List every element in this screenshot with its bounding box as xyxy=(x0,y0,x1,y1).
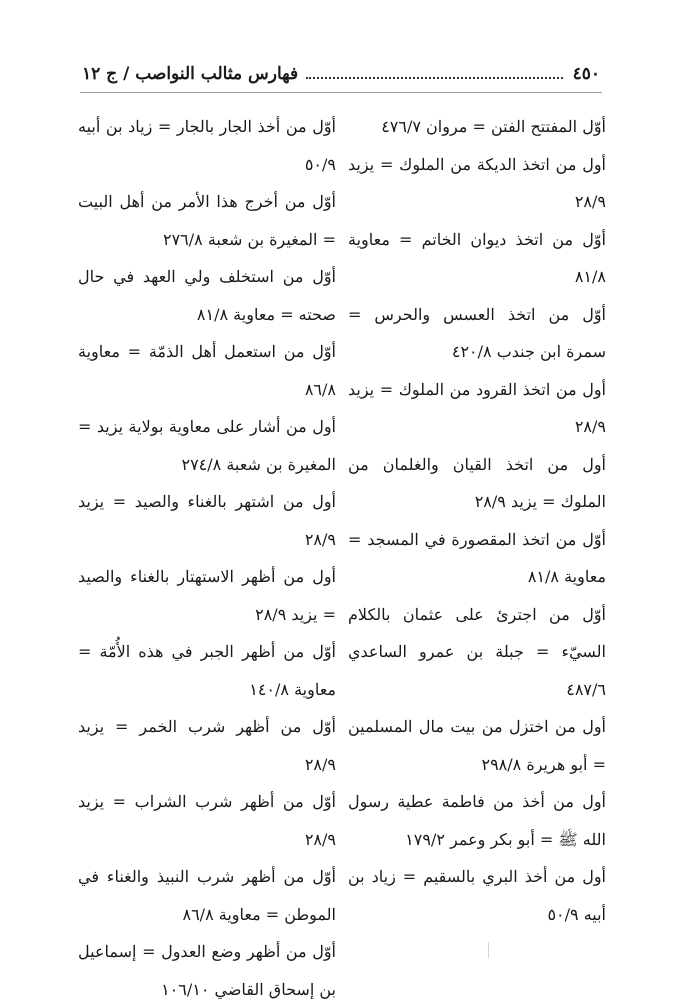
index-entry: أول من أظهر الاستهتار بالغناء والصيد = يزيد ٢٨/٩ xyxy=(78,567,336,624)
index-entry: أوّل من أظهر وضع العدول = إسماعيل بن إسحاق القاضي ١٠٦/١٠ xyxy=(78,942,336,999)
running-title: فهارس مثالب النواصب / ج ١٢ xyxy=(82,64,299,84)
page-number: ٤٥٠ xyxy=(572,64,600,84)
index-entry: أوّل من اجترئ على عثمان بالكلام السيّء = جبلة بن عمرو الساعدي ٤٨٧/٦ xyxy=(348,604,606,699)
index-entry: أوّل من اتخذ العسس والحرس = سمرة ابن جندب ٤٢٠/٨ xyxy=(348,304,606,361)
index-entry: أوّل من أظهر شرب الشراب = يزيد ٢٨/٩ xyxy=(78,792,336,849)
index-entry: أول من أشار على معاوية بولاية يزيد = المغيرة بن شعبة ٢٧٤/٨ xyxy=(78,417,336,474)
index-entry: أوّل من اتخذ ديوان الخاتم = معاوية ٨١/٨ xyxy=(348,229,606,286)
index-entry: أول من أخذ من فاطمة عطية رسول الله ﷺ = أبو بكر وعمر ١٧٩/٢ xyxy=(348,792,606,849)
index-entry: أول من اتخذ القرود من الملوك = يزيد ٢٨/٩ xyxy=(348,379,606,436)
index-entry: أوّل من استخلف ولي العهد في حال صحته = معاوية ٨١/٨ xyxy=(78,267,336,324)
index-entry: أوّل من أخرج هذا الأمر من أهل البيت = المغيرة بن شعبة ٢٧٦/٨ xyxy=(78,192,336,249)
index-entry: أوّل من أظهر شرب الخمر = يزيد ٢٨/٩ xyxy=(78,717,336,774)
index-entry: أول من أخذ البري بالسقيم = زياد بن أبيه ٥٠/٩ xyxy=(348,867,606,924)
scan-mark xyxy=(488,942,489,958)
index-entry: أوّل من أخذ الجار بالجار = زياد بن أبيه ٥٠/٩ xyxy=(78,117,336,174)
index-entry: أوّل من أظهر شرب النبيذ والغناء في الموطن = معاوية ٨٦/٨ xyxy=(78,867,336,924)
index-entry: أول من اتخذ القيان والغلمان من الملوك = يزيد ٢٨/٩ xyxy=(348,454,606,511)
index-entry: أوّل من اتخذ المقصورة في المسجد = معاوية ٨١/٨ xyxy=(348,529,606,586)
page-header xyxy=(82,60,600,88)
index-entry: أوّل من استعمل أهل الذمّة = معاوية ٨٦/٨ xyxy=(78,342,336,399)
index-entry: أول من اختزل من بيت مال المسلمين = أبو هريرة ٢٩٨/٨ xyxy=(348,717,606,774)
index-entry: أوّل من أظهر الجبر في هذه الأُمّة = معاوية ١٤٠/٨ xyxy=(78,642,336,699)
index-column-left xyxy=(78,108,336,1008)
index-entry: أوّل المفتتح الفتن = مروان ٤٧٦/٧ xyxy=(381,117,606,136)
index-entry: أول من اشتهر بالغناء والصيد = يزيد ٢٨/٩ xyxy=(78,492,336,549)
dotted-leader xyxy=(306,77,562,79)
header-rule xyxy=(80,92,602,93)
index-column-right xyxy=(348,108,606,933)
index-entry: أول من اتخذ الديكة من الملوك = يزيد ٢٨/٩ xyxy=(348,154,606,211)
